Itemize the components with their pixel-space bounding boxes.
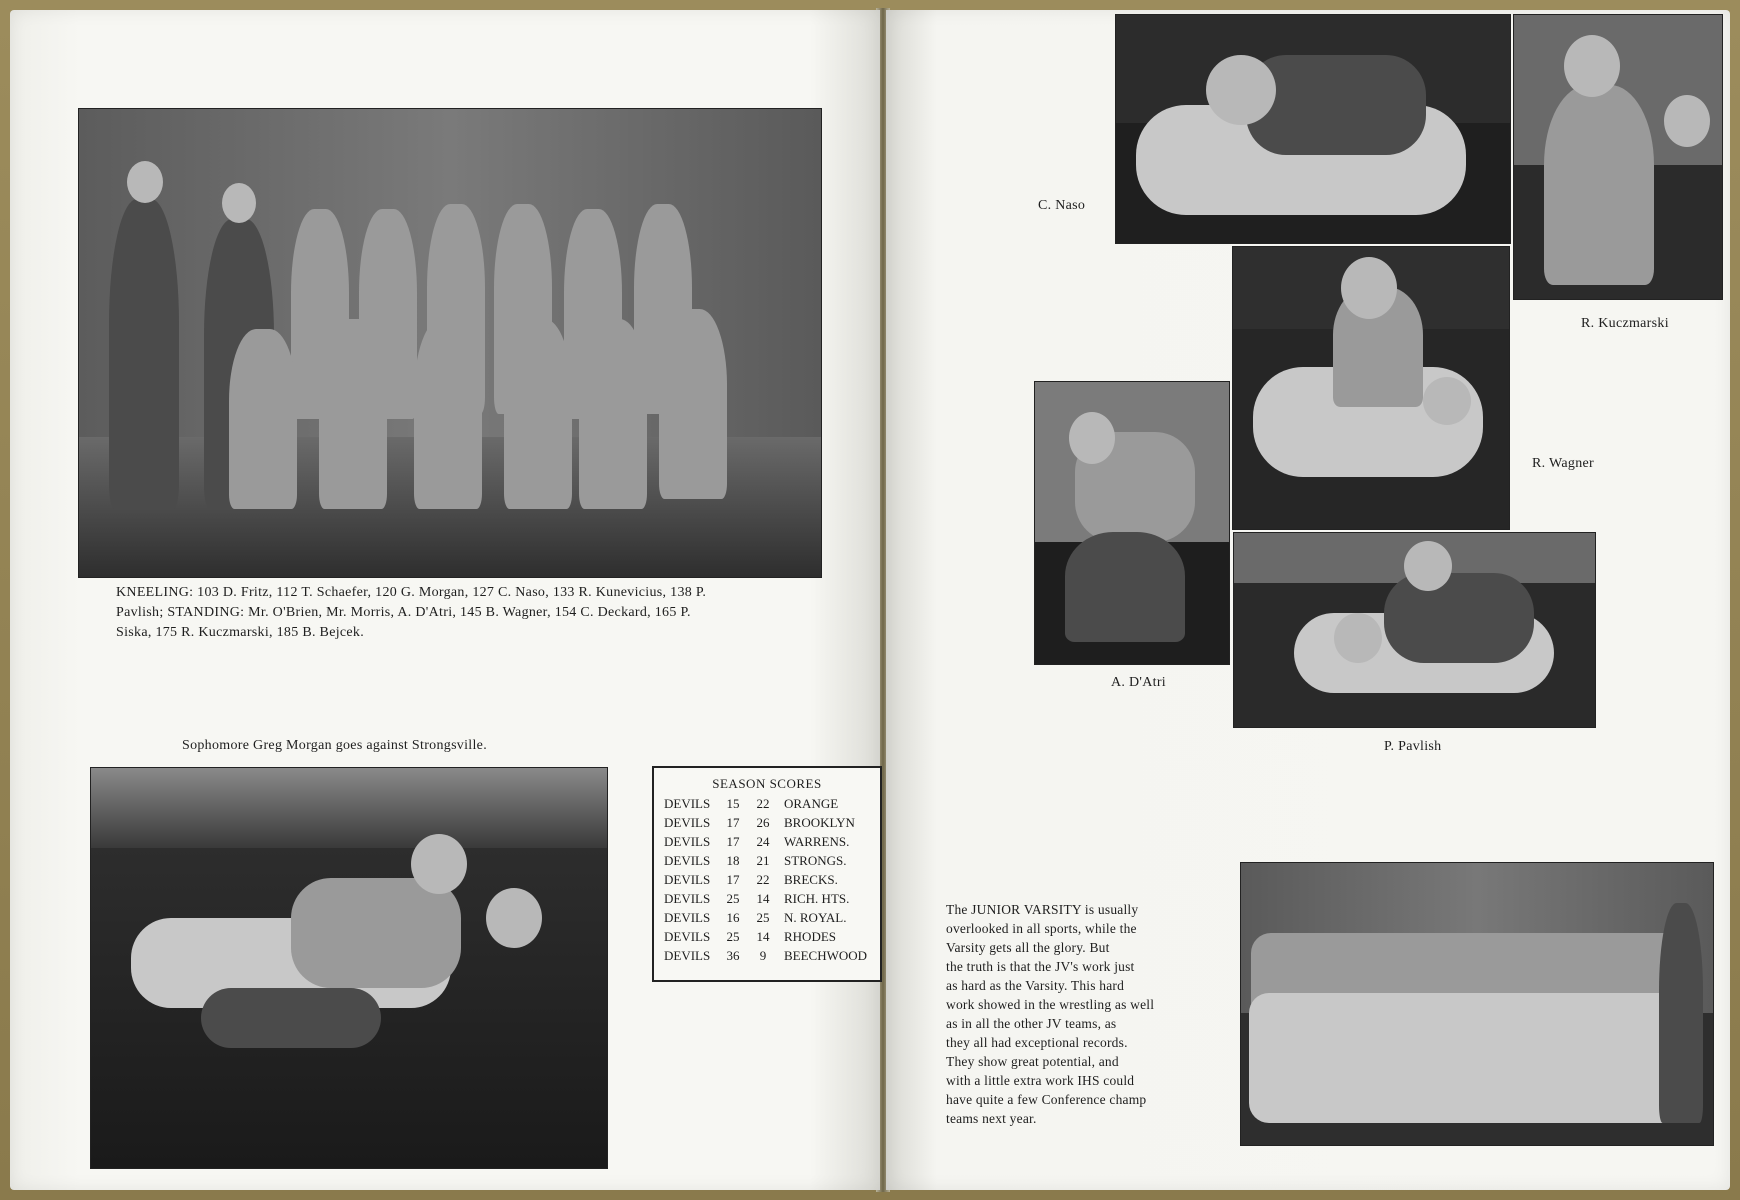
jv-text-line: The JUNIOR VARSITY is usually [946, 902, 1139, 917]
opponent-name: WARRENS. [784, 834, 850, 849]
junior-varsity-text [946, 900, 1186, 1128]
opponent-name: N. ROYAL. [784, 910, 847, 925]
datri-caption: A. D'Atri [1111, 675, 1166, 690]
team-name: DEVILS [664, 853, 711, 868]
opponent-score: 26 [756, 815, 770, 830]
varsity-team-caption [116, 583, 816, 643]
jv-text-line: as hard as the Varsity. This hard [946, 978, 1125, 993]
team-name: DEVILS [664, 910, 711, 925]
junior-varsity-team-photo [1240, 862, 1714, 1146]
opponent-score: 24 [756, 834, 770, 849]
team-name: DEVILS [664, 796, 711, 811]
team-score: 36 [726, 948, 740, 963]
jv-text-line: have quite a few Conference champ [946, 1092, 1147, 1107]
team-name: DEVILS [664, 872, 711, 887]
opponent-score: 14 [756, 891, 770, 906]
opponent-score: 21 [756, 853, 770, 868]
opponent-score: 9 [759, 948, 767, 963]
morgan-action-photo [90, 767, 608, 1169]
score-row [664, 908, 867, 927]
naso-photo [1115, 14, 1511, 244]
jv-text-line: they all had exceptional records. [946, 1035, 1128, 1050]
opponent-name: RICH. HTS. [784, 891, 850, 906]
team-score: 25 [726, 929, 740, 944]
team-score: 18 [726, 853, 740, 868]
team-name: DEVILS [664, 948, 711, 963]
score-row [664, 946, 867, 965]
team-name: DEVILS [664, 929, 711, 944]
jv-text-line: as in all the other JV teams, as [946, 1016, 1117, 1031]
datri-photo [1034, 381, 1230, 665]
jv-text-line: They show great potential, and [946, 1054, 1119, 1069]
jv-text-line: overlooked in all sports, while the [946, 921, 1137, 936]
opponent-name: STRONGS. [784, 853, 847, 868]
wagner-caption: R. Wagner [1532, 456, 1594, 471]
season-scores-title: SEASON SCORES [712, 776, 822, 791]
wagner-photo [1232, 246, 1510, 530]
team-name: DEVILS [664, 834, 711, 849]
team-score: 25 [726, 891, 740, 906]
team-caption-line: Pavlish; STANDING: Mr. O'Brien, Mr. Morris, A. D'Atri, 145 B. Wagner, 154 C. Deckard, 165 P. [116, 605, 691, 620]
team-name: DEVILS [664, 815, 711, 830]
score-row [664, 832, 867, 851]
kuczmarski-caption: R. Kuczmarski [1581, 316, 1669, 331]
season-scores-box [652, 766, 882, 982]
opponent-name: BRECKS. [784, 872, 838, 887]
score-row [664, 870, 867, 889]
opponent-name: ORANGE [784, 796, 839, 811]
jv-text-line: teams next year. [946, 1111, 1037, 1126]
opponent-score: 22 [756, 796, 770, 811]
team-score: 15 [726, 796, 740, 811]
team-score: 16 [726, 910, 740, 925]
team-score: 17 [726, 815, 740, 830]
pavlish-caption: P. Pavlish [1384, 739, 1442, 754]
team-score: 17 [726, 834, 740, 849]
score-row [664, 851, 867, 870]
opponent-name: BEECHWOOD [784, 948, 868, 963]
team-caption-line: KNEELING: 103 D. Fritz, 112 T. Schaefer, 120 G. Morgan, 127 C. Naso, 133 R. Kunevicius, 138 P. [116, 585, 707, 600]
jv-text-line: the truth is that the JV's work just [946, 959, 1135, 974]
score-row [664, 813, 867, 832]
varsity-team-photo [78, 108, 822, 578]
jv-text-line: Varsity gets all the glory. But [946, 940, 1110, 955]
season-scores-table [664, 794, 867, 965]
jv-text-line: with a little extra work IHS could [946, 1073, 1135, 1088]
opponent-score: 22 [756, 872, 770, 887]
kuczmarski-photo [1513, 14, 1723, 300]
opponent-name: RHODES [784, 929, 837, 944]
team-name: DEVILS [664, 891, 711, 906]
pavlish-photo [1233, 532, 1596, 728]
naso-caption: C. Naso [1038, 198, 1086, 213]
opponent-score: 25 [756, 910, 770, 925]
opponent-score: 14 [756, 929, 770, 944]
team-score: 17 [726, 872, 740, 887]
team-caption-line: Siska, 175 R. Kuczmarski, 185 B. Bejcek. [116, 625, 365, 640]
score-row [664, 794, 867, 813]
jv-text-line: work showed in the wrestling as well [946, 997, 1155, 1012]
score-row [664, 927, 867, 946]
opponent-name: BROOKLYN [784, 815, 855, 830]
action-photo-caption: Sophomore Greg Morgan goes against Strongsville. [182, 738, 487, 753]
score-row [664, 889, 867, 908]
